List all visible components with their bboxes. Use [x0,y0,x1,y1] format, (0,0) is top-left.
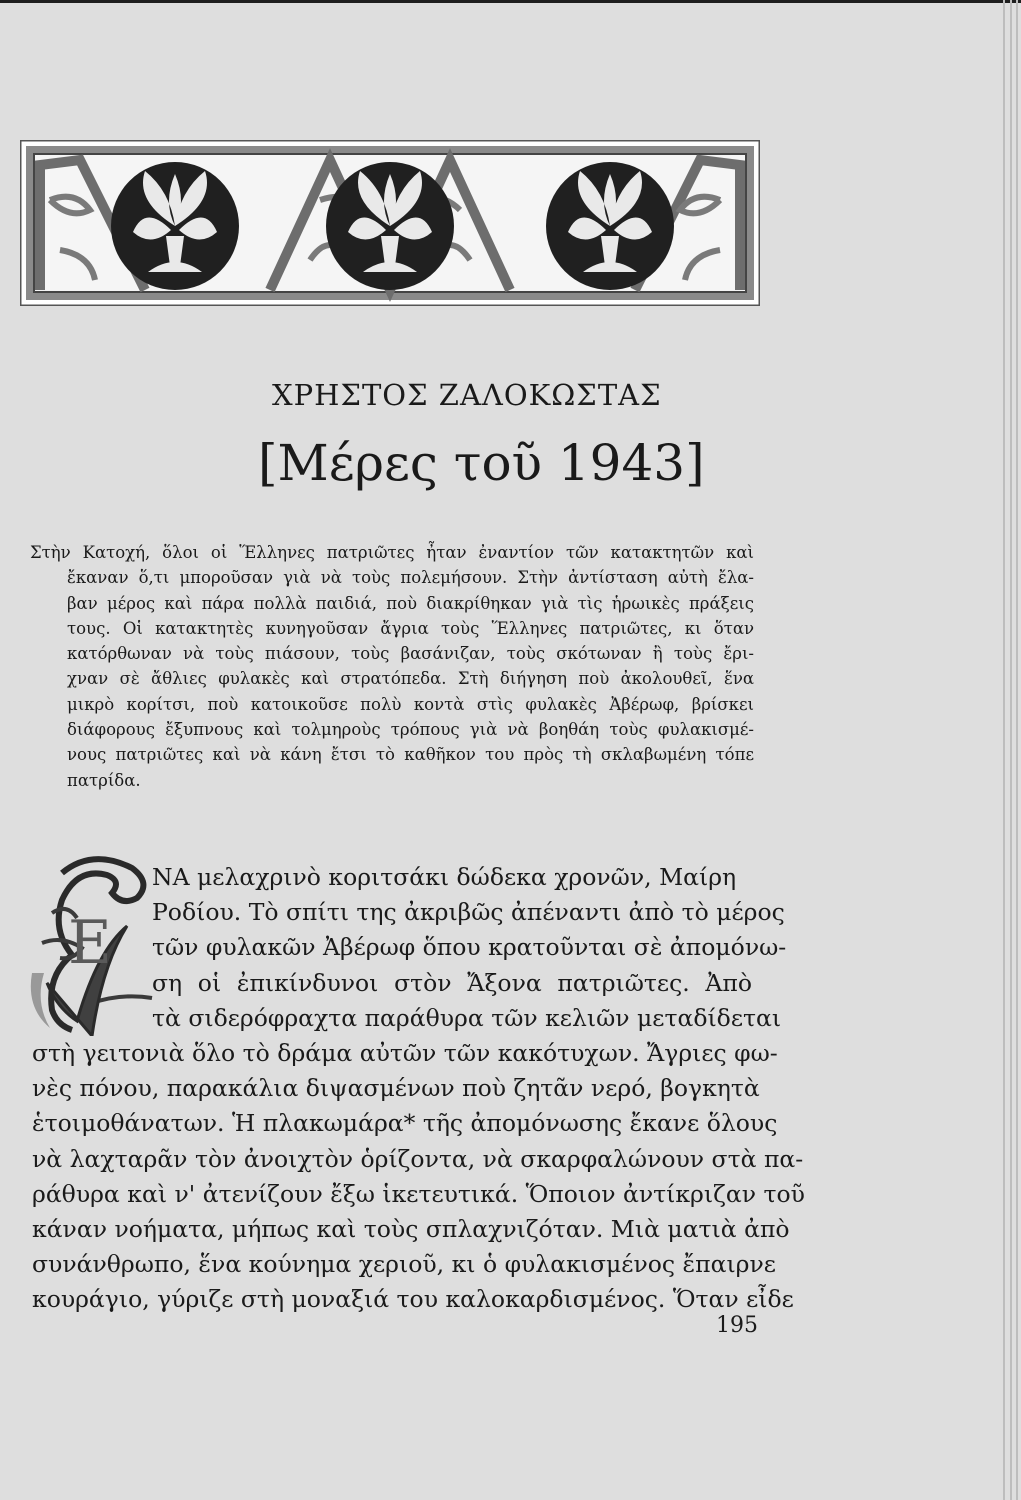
body-line: νὰ λαχταρᾶν τὸν ἀνοιχτὸν ὁρίζοντα, νὰ σκαρφαλώνουν στὰ πα- [32,1144,804,1173]
body-line: τὰ σιδερόφραχτα παράθυρα τῶν κελιῶν μεταδίδεται [152,1003,782,1032]
intro-line: κατόρθωναν νὰ τοὺς πιάσουν, τοὺς βασάνιζαν, τοὺς σκότωναν ἢ τοὺς ἔρι- [67,644,754,664]
body-line: κουράγιο, γύριζε στὴ μοναξιά του καλοκαρδισμένος. Ὅταν εἶδε [32,1285,794,1314]
body-line: Ροδίου. Τὸ σπίτι της ἀκριβῶς ἀπέναντι ἀπὸ τὸ μέρος [152,898,785,927]
intro-line: νους πατριῶτες καὶ νὰ κάνη ἔτσι τὸ καθῆκον του πρὸς τὴ σκλαβωμένη τόπε [67,745,754,765]
intro-line: βαν μέρος καὶ πάρα πολλὰ παιδιά, ποὺ διακρίθηκαν γιὰ τὶς ἡρωικὲς πράξεις [67,593,754,613]
intro-line: τους. Οἱ κατακτητὲς κυνηγοῦσαν ἄγρια τοὺς Ἕλληνες πατριῶτες, κι ὅταν [67,618,754,638]
page-edge-line [1003,0,1005,1500]
body-line: κάναν νοήματα, μήπως καὶ τοὺς σπλαχνιζόταν. Μιὰ ματιὰ ἀπὸ [32,1215,790,1244]
body-line: τῶν φυλακῶν Ἀβέρωφ ὅπου κρατοῦνται σὲ ἀπομόνω- [152,933,787,962]
page-edge-line [1016,0,1018,1500]
intro-line: πατρίδα. [67,770,141,790]
author-name: ΧΡΗΣΤΟΣ ΖΑΛΟΚΩΣΤΑΣ [272,378,662,412]
body-line: ράθυρα καὶ ν' ἀτενίζουν ἔξω ἱκετευτικά. Ὅποιον ἀντίκριζαν τοῦ [32,1179,805,1208]
body-line: ΝΑ μελαχρινὸ κοριτσάκι δώδεκα χρονῶν, Μαίρη [152,863,737,891]
page-edge-line [1010,0,1012,1500]
body-line: συνάνθρωπο, ἕνα κούνημα χεριοῦ, κι ὁ φυλακισμένος ἔπαιρνε [32,1250,776,1279]
dropcap-letter: Ε [68,908,112,978]
body-line: στὴ γειτονιὰ ὅλο τὸ δράμα αὐτῶν τῶν κακότυχων. Ἄγριες φω- [32,1039,778,1068]
intro-line: χναν σὲ ἄθλιες φυλακὲς καὶ στρατόπεδα. Στὴ διήγηση ποὺ ἀκολουθεῖ, ἕνα [67,669,754,689]
body-line: ση οἱ ἐπικίνδυνοι στὸν Ἄξονα πατριῶτες. Ἀπὸ [152,968,752,997]
palmette-medallion-right [546,162,674,290]
intro-paragraph [30,540,754,793]
decorated-initial-letter [22,853,154,1036]
story-title: [Μέρες τοῦ 1943] [258,434,705,492]
body-line: ἑτοιμοθάνατων. Ἡ πλακωμάρα* τῆς ἀπομόνωσης ἔκανε ὅλους [32,1109,778,1138]
intro-line: Στὴν Κατοχή, ὅλοι οἱ Ἕλληνες πατριῶτες ἦταν ἐναντίον τῶν κατακτητῶν καὶ [30,543,754,562]
intro-line: διάφορους ἔξυπνους καὶ τολμηροὺς τρόπους γιὰ νὰ βοηθάη τοὺς φυλακισμέ- [67,720,754,740]
ornamental-header-band [20,140,760,306]
page-number: 195 [716,1313,758,1338]
page-top-edge [0,0,1021,3]
intro-line: ἔκαναν ὅ,τι μποροῦσαν γιὰ νὰ τοὺς πολεμήσουν. Στὴν ἀντίσταση αὐτὴ ἔλα- [67,568,754,588]
body-line: νὲς πόνου, παρακάλια διψασμένων ποὺ ζητᾶν νερό, βογκητὰ [32,1074,760,1103]
palmette-medallion-left [111,162,239,290]
palmette-medallion-center [326,162,454,290]
story-body [32,860,805,1318]
intro-line: μικρὸ κορίτσι, ποὺ κατοικοῦσε πολὺ κοντὰ στὶς φυλακὲς Ἀβέρωφ, βρίσκει [67,694,754,714]
